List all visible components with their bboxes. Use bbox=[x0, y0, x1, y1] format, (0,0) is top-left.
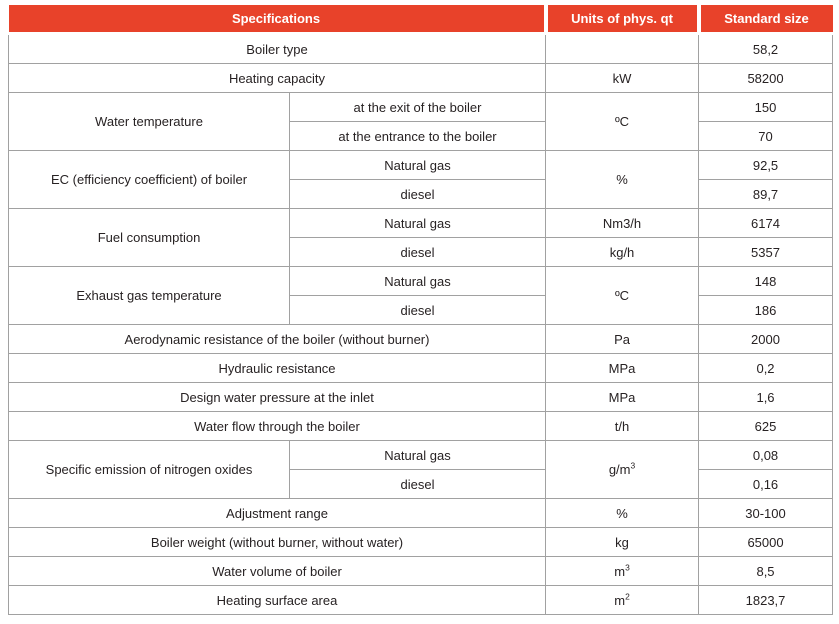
value-cell: 65000 bbox=[699, 528, 833, 557]
header-standard-size: Standard size bbox=[699, 5, 833, 34]
unit-cell bbox=[546, 441, 699, 499]
value-cell: 70 bbox=[699, 122, 833, 151]
row-heating-capacity bbox=[9, 64, 833, 93]
unit-cell: % bbox=[546, 151, 699, 209]
unit-cell: t/h bbox=[546, 412, 699, 441]
spec-sub-label: Natural gas bbox=[290, 151, 546, 180]
unit-cell: Nm3/h bbox=[546, 209, 699, 238]
spec-group-label: Exhaust gas temperature bbox=[9, 267, 290, 325]
spec-sub-label: Natural gas bbox=[290, 267, 546, 296]
value-cell: 89,7 bbox=[699, 180, 833, 209]
row-design-water-pressure bbox=[9, 383, 833, 412]
spec-label: Hydraulic resistance bbox=[9, 354, 546, 383]
value-cell: 186 bbox=[699, 296, 833, 325]
unit-base: m bbox=[614, 563, 626, 579]
unit-cell: MPa bbox=[546, 354, 699, 383]
row-fuel-consumption-gas bbox=[9, 209, 833, 238]
spec-sub-label: Natural gas bbox=[290, 209, 546, 238]
unit-cell: kW bbox=[546, 64, 699, 93]
value-cell: 1823,7 bbox=[699, 586, 833, 615]
unit-cell bbox=[546, 34, 699, 64]
value-cell: 1,6 bbox=[699, 383, 833, 412]
unit-cell bbox=[546, 586, 699, 615]
value-cell: 58200 bbox=[699, 64, 833, 93]
spec-label: Aerodynamic resistance of the boiler (without burner) bbox=[9, 325, 546, 354]
row-efficiency-gas bbox=[9, 151, 833, 180]
unit-cell: MPa bbox=[546, 383, 699, 412]
unit-base: g/m bbox=[608, 462, 631, 477]
spec-label: Water volume of boiler bbox=[9, 557, 546, 586]
unit-cell bbox=[546, 557, 699, 586]
spec-group-label: Specific emission of nitrogen oxides bbox=[9, 441, 290, 499]
spec-sub-label: at the entrance to the boiler bbox=[290, 122, 546, 151]
unit-cell: ºC bbox=[546, 93, 699, 151]
row-water-flow bbox=[9, 412, 833, 441]
row-water-volume bbox=[9, 557, 833, 586]
header-specifications: Specifications bbox=[9, 5, 546, 34]
header-row bbox=[9, 5, 833, 34]
value-cell: 6174 bbox=[699, 209, 833, 238]
value-cell: 625 bbox=[699, 412, 833, 441]
row-aerodynamic-resistance bbox=[9, 325, 833, 354]
spec-label: Boiler type bbox=[9, 34, 546, 64]
unit-cell: Pa bbox=[546, 325, 699, 354]
unit-cell: kg/h bbox=[546, 238, 699, 267]
row-water-temperature-exit bbox=[9, 93, 833, 122]
value-cell: 0,16 bbox=[699, 470, 833, 499]
spec-label: Heating surface area bbox=[9, 586, 546, 615]
unit-cell: kg bbox=[546, 528, 699, 557]
row-exhaust-gas-gas bbox=[9, 267, 833, 296]
spec-sub-label: at the exit of the boiler bbox=[290, 93, 546, 122]
row-heating-surface bbox=[9, 586, 833, 615]
spec-label: Heating capacity bbox=[9, 64, 546, 93]
value-cell: 148 bbox=[699, 267, 833, 296]
row-hydraulic-resistance bbox=[9, 354, 833, 383]
value-cell: 0,2 bbox=[699, 354, 833, 383]
value-cell: 30-100 bbox=[699, 499, 833, 528]
spec-group-label: Fuel consumption bbox=[9, 209, 290, 267]
row-boiler-weight bbox=[9, 528, 833, 557]
unit-superscript: 2 bbox=[625, 591, 630, 602]
spec-sub-label: Natural gas bbox=[290, 441, 546, 470]
unit-superscript: 3 bbox=[630, 460, 636, 471]
unit-base: m bbox=[614, 592, 626, 608]
unit-cell: % bbox=[546, 499, 699, 528]
value-cell: 92,5 bbox=[699, 151, 833, 180]
row-boiler-type bbox=[9, 34, 833, 64]
value-cell: 58,2 bbox=[699, 34, 833, 64]
spec-sub-label: diesel bbox=[290, 296, 546, 325]
spec-label: Boiler weight (without burner, without water) bbox=[9, 528, 546, 557]
row-nitrogen-oxides-gas bbox=[9, 441, 833, 470]
row-adjustment-range bbox=[9, 499, 833, 528]
value-cell: 2000 bbox=[699, 325, 833, 354]
header-units: Units of phys. qt bbox=[546, 5, 699, 34]
value-cell: 5357 bbox=[699, 238, 833, 267]
spec-label: Design water pressure at the inlet bbox=[9, 383, 546, 412]
unit-superscript: 3 bbox=[625, 562, 630, 573]
boiler-specifications-table bbox=[8, 5, 833, 615]
spec-sub-label: diesel bbox=[290, 238, 546, 267]
spec-sub-label: diesel bbox=[290, 470, 546, 499]
unit-cell: ºC bbox=[546, 267, 699, 325]
spec-label: Adjustment range bbox=[9, 499, 546, 528]
value-cell: 8,5 bbox=[699, 557, 833, 586]
spec-group-label: Water temperature bbox=[9, 93, 290, 151]
spec-group-label: EC (efficiency coefficient) of boiler bbox=[9, 151, 290, 209]
value-cell: 150 bbox=[699, 93, 833, 122]
value-cell: 0,08 bbox=[699, 441, 833, 470]
spec-sub-label: diesel bbox=[290, 180, 546, 209]
spec-label: Water flow through the boiler bbox=[9, 412, 546, 441]
